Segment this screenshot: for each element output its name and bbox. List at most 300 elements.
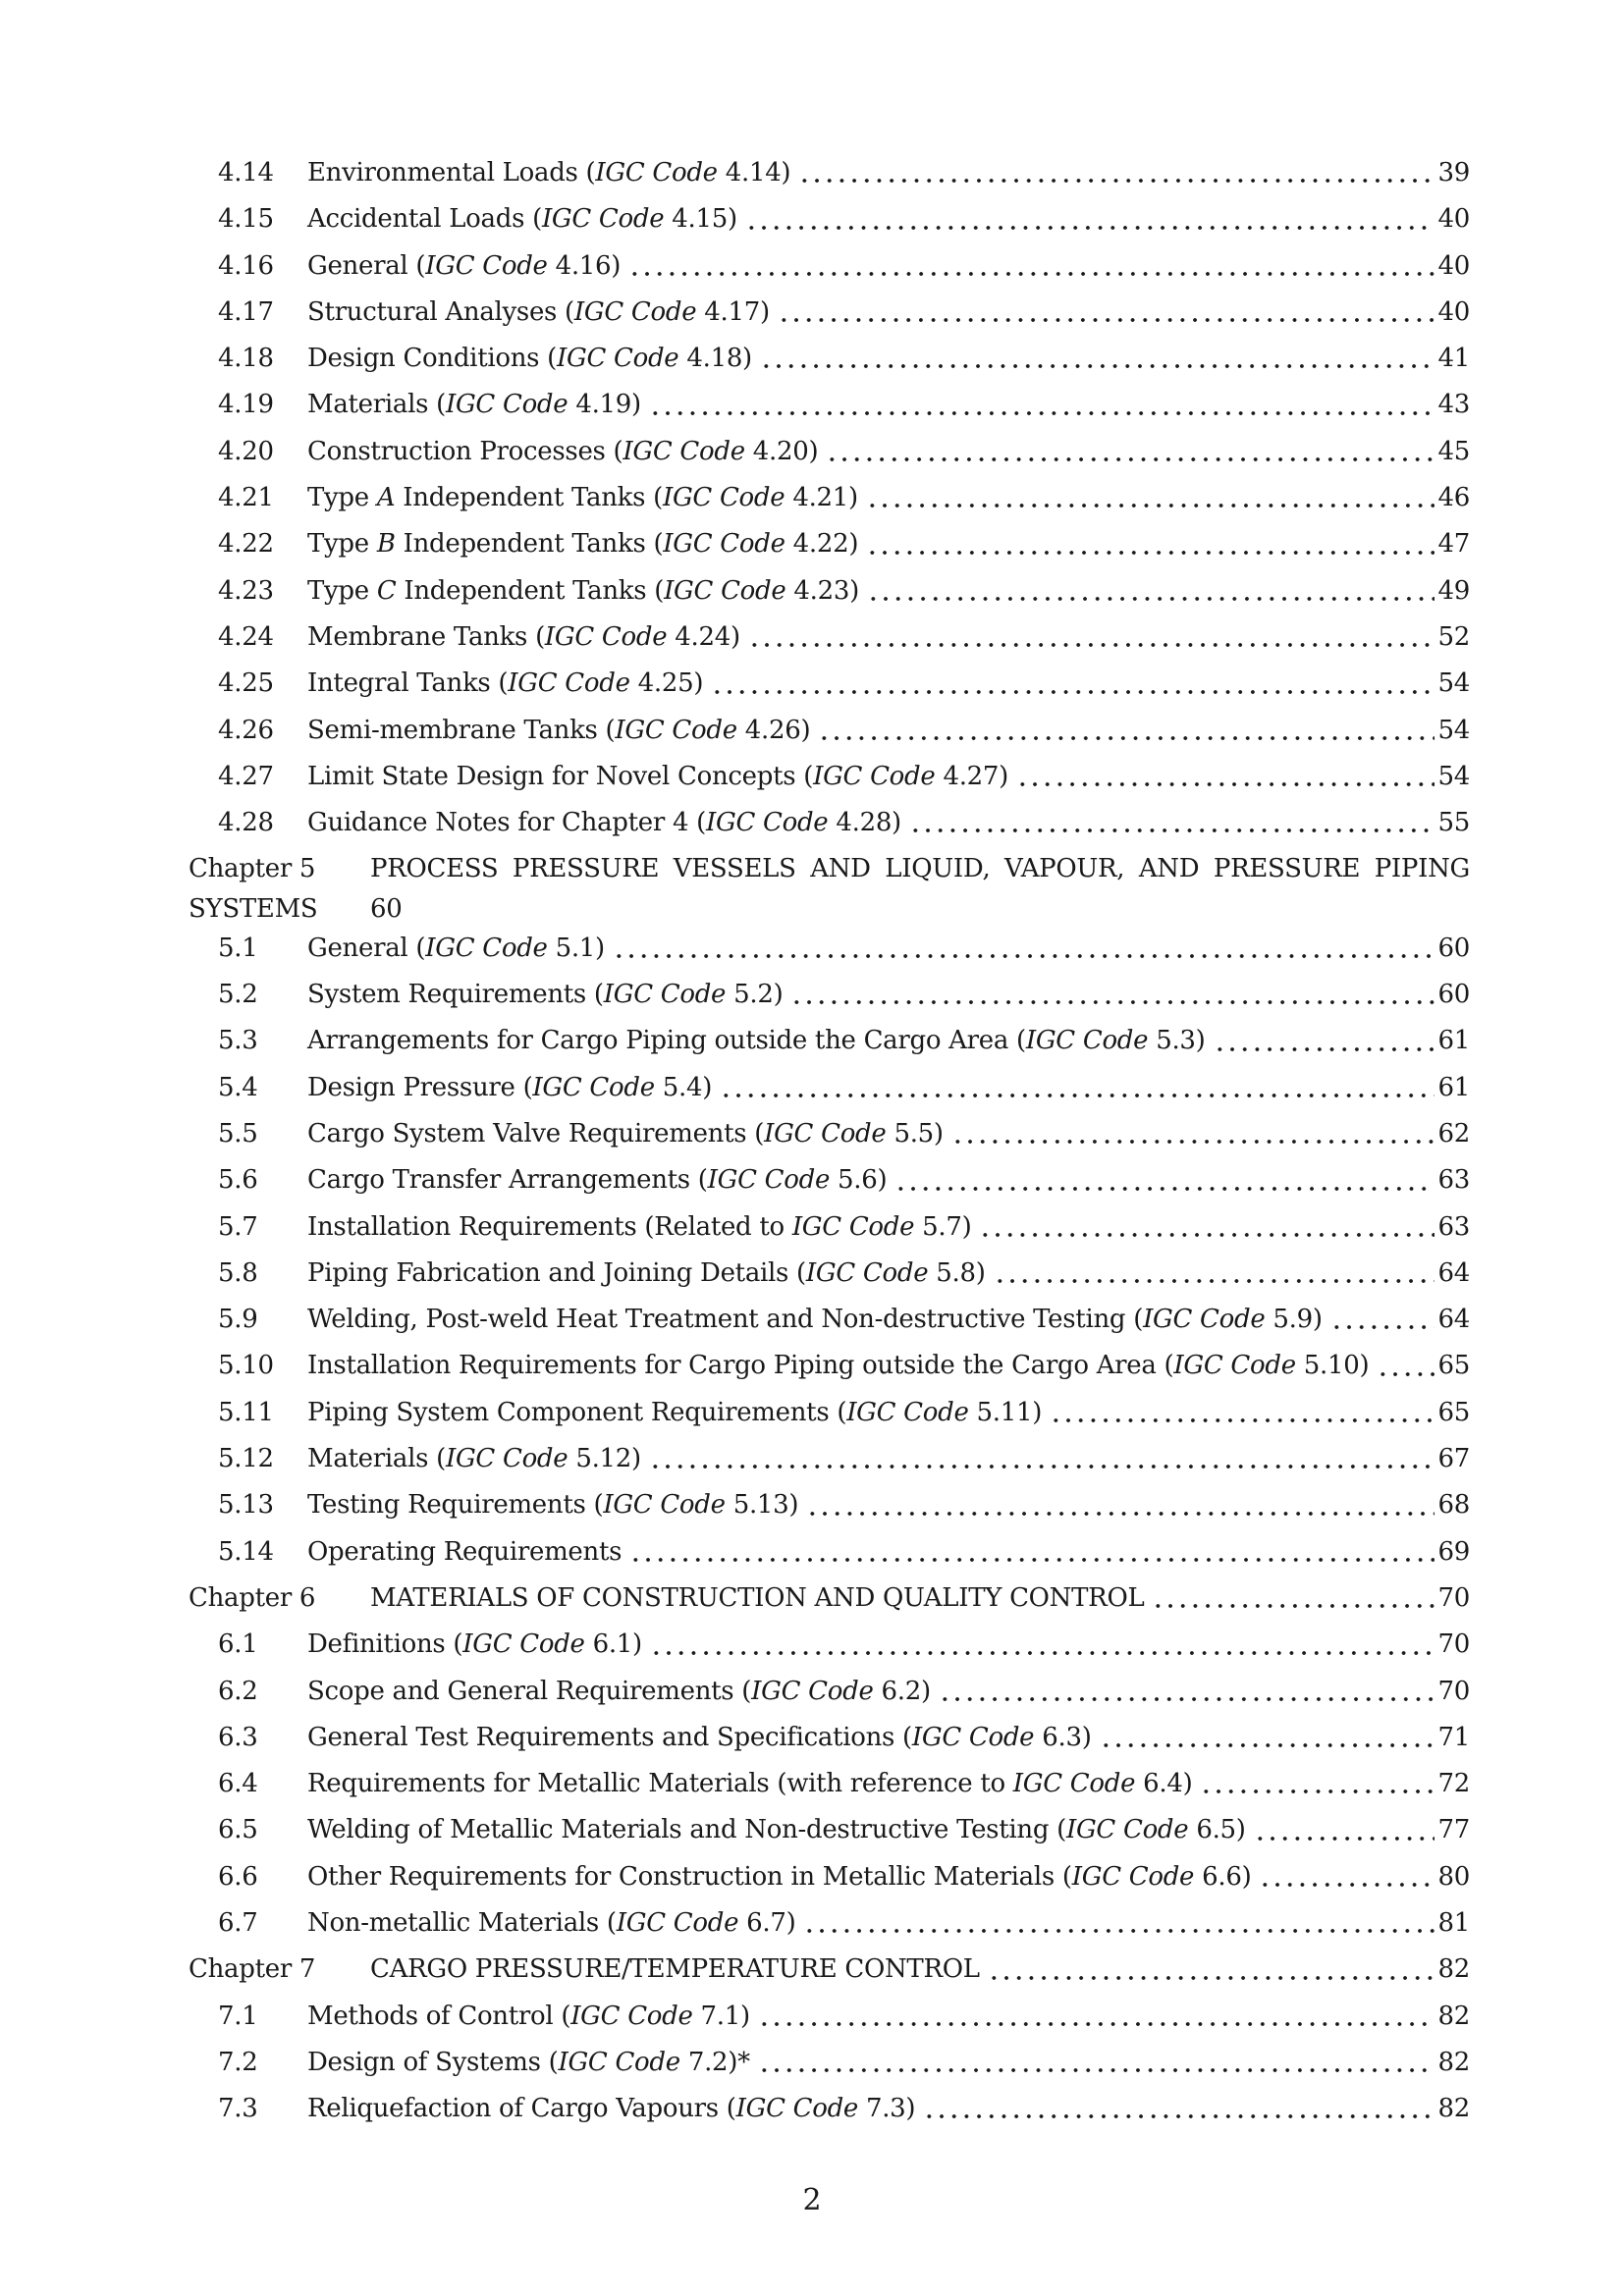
toc-entry-page-number: 70	[1437, 1629, 1470, 1660]
toc-entry	[189, 1807, 1470, 1853]
title-text: 5.12)	[568, 1444, 641, 1474]
igc-code-italic-text: IGC Code	[1143, 1305, 1266, 1335]
igc-code-italic-text: IGC Code	[603, 980, 727, 1010]
igc-code-italic-text: IGC Code	[1025, 1026, 1149, 1056]
toc-entry-title	[307, 1854, 1251, 1900]
toc-chapter-entry	[189, 1575, 1470, 1622]
title-text: Semi-membrane Tanks (	[307, 715, 616, 745]
dot-leader	[1254, 1807, 1435, 1853]
igc-code-italic-text: IGC Code	[813, 761, 936, 791]
igc-code-italic-text: IGC Code	[445, 1444, 568, 1474]
title-text: 4.25)	[629, 668, 704, 699]
toc-entry-title	[307, 1669, 931, 1715]
dot-leader	[760, 336, 1435, 382]
title-text: Guidance Notes for Chapter 4 (	[307, 808, 707, 838]
dot-leader	[1377, 1343, 1435, 1389]
title-text: Type	[307, 483, 377, 513]
toc-entry-title	[307, 1390, 1042, 1436]
title-text: Other Requirements for Construction in Metallic Materials (	[307, 1861, 1072, 1892]
toc-entry-page-number: 82	[1437, 2001, 1470, 2031]
title-text: Cargo Transfer Arrangements (	[307, 1165, 708, 1196]
toc-entry-page-number: 49	[1437, 575, 1470, 606]
dot-leader	[803, 1900, 1435, 1947]
toc-entry	[189, 1251, 1470, 1297]
igc-code-italic-text: IGC Code	[595, 158, 718, 187]
title-text: 7.2)*	[679, 2047, 750, 2077]
title-text: Cargo System Valve Requirements (	[307, 1118, 765, 1148]
toc-entry-number: 5.13	[218, 1490, 274, 1521]
title-text: CARGO PRESSURE/TEMPERATURE CONTROL	[370, 1954, 980, 1985]
toc-entry-page-number: 67	[1437, 1444, 1470, 1474]
dot-leader	[1259, 1854, 1435, 1900]
toc-entry-page-number: 63	[1437, 1211, 1470, 1242]
toc-entry-title	[307, 1529, 622, 1575]
toc-entry	[189, 382, 1470, 428]
title-text: Type	[307, 529, 377, 560]
toc-entry-number: 4.26	[218, 715, 274, 745]
title-text: Construction Processes (	[307, 436, 623, 466]
dot-leader	[745, 196, 1435, 242]
dot-leader	[650, 1622, 1435, 1668]
toc-entry	[189, 754, 1470, 800]
igc-code-italic-text: IGC Code	[1012, 1769, 1136, 1799]
title-text: Piping Fabrication and Joining Details (	[307, 1257, 806, 1288]
title-text: 7.3)	[858, 2094, 916, 2124]
toc-entry-title	[307, 708, 810, 754]
toc-entry	[189, 661, 1470, 707]
toc-entry	[189, 1436, 1470, 1482]
title-text: 4.18)	[678, 344, 752, 374]
dot-leader	[711, 661, 1435, 707]
igc-code-italic-text: IGC Code	[570, 2001, 693, 2031]
dot-leader	[909, 800, 1435, 846]
igc-code-italic-text: A	[376, 483, 396, 513]
toc-entry-number: 5.10	[218, 1351, 274, 1381]
igc-code-italic-text: IGC Code	[706, 808, 829, 838]
toc-entry-number: 4.18	[218, 344, 274, 374]
toc-entry-number: 7.1	[218, 2001, 258, 2031]
igc-code-italic-text: IGC Code	[1065, 1815, 1189, 1845]
toc-entry-number: 4.17	[218, 296, 274, 327]
igc-code-italic-text: IGC Code	[911, 1722, 1035, 1752]
title-text: Environmental Loads (	[307, 158, 596, 187]
title-text: Methods of Control (	[307, 2001, 571, 2031]
title-text: Requirements for Metallic Materials (with reference to	[307, 1769, 1013, 1799]
toc-entry-number: 4.14	[218, 158, 274, 187]
dot-leader	[866, 475, 1435, 521]
title-text: 5.7)	[914, 1211, 972, 1242]
title-text: Arrangements for Cargo Piping outside the Cargo Area (	[307, 1026, 1026, 1056]
toc-entry-page-number: 55	[1437, 808, 1470, 838]
title-text: 4.15)	[664, 204, 737, 235]
igc-code-italic-text: C	[376, 575, 397, 606]
toc-entry	[189, 1018, 1470, 1064]
toc-entry	[189, 1715, 1470, 1761]
toc-entry-page-number: 54	[1437, 668, 1470, 699]
title-text: Materials (	[307, 1444, 446, 1474]
dot-leader	[758, 1994, 1435, 2040]
dot-leader	[806, 1482, 1435, 1528]
toc-entry	[189, 1900, 1470, 1947]
title-text: Independent Tanks (	[396, 575, 665, 606]
title-text: General Test Requirements and Specifications (	[307, 1722, 912, 1752]
toc-entry-number: 4.15	[218, 204, 274, 235]
toc-entry-number: 4.28	[218, 808, 274, 838]
title-text: Type	[307, 575, 377, 606]
title-text: 5.11)	[968, 1397, 1043, 1427]
toc-entry-page-number: 70	[1437, 1582, 1470, 1613]
dot-leader	[951, 1111, 1435, 1157]
toc-entry-page-number: 69	[1437, 1536, 1470, 1567]
title-text: 6.7)	[738, 1907, 796, 1938]
title-text: 4.20)	[744, 436, 819, 466]
dot-leader	[826, 429, 1435, 475]
title-text: 5.1)	[547, 933, 605, 963]
title-text: Design Conditions (	[307, 344, 558, 374]
toc-entry	[189, 290, 1470, 336]
toc-entry-title	[307, 1018, 1206, 1064]
igc-code-italic-text: IGC Code	[462, 1629, 585, 1660]
toc-entry-title	[307, 521, 858, 567]
title-text: 4.23)	[785, 575, 859, 606]
dot-leader	[894, 1157, 1435, 1203]
toc-entry-title	[307, 475, 858, 521]
dot-leader	[979, 1204, 1435, 1251]
toc-entry	[189, 1622, 1470, 1668]
toc-entry-title	[307, 1622, 642, 1668]
title-text: 5.9)	[1265, 1305, 1323, 1335]
title-text: 6.6)	[1194, 1861, 1252, 1892]
igc-code-italic-text: IGC Code	[664, 575, 786, 606]
title-text: Welding, Post-weld Heat Treatment and Non-destructive Testing (	[307, 1305, 1144, 1335]
toc-entry-page-number: 40	[1437, 296, 1470, 327]
toc-entry-page-number: 60	[1437, 933, 1470, 963]
toc-entry-title	[307, 336, 752, 382]
dot-leader	[790, 972, 1435, 1018]
title-text: 5.5)	[886, 1118, 944, 1148]
title-text: Membrane Tanks (	[307, 621, 545, 652]
title-text: Independent Tanks (	[395, 483, 663, 513]
title-text: System Requirements (	[307, 980, 604, 1010]
toc-entry	[189, 1761, 1470, 1807]
igc-code-italic-text: B	[376, 529, 396, 560]
toc-entry-number: 5.1	[218, 933, 258, 963]
toc-chapter-entry	[189, 1947, 1470, 1993]
title-text: 4.14)	[717, 158, 791, 187]
toc-entry-title	[307, 614, 740, 661]
toc-entry-number: 6.5	[218, 1815, 258, 1845]
toc-entry-page-number: 82	[1437, 2047, 1470, 2077]
dot-leader	[1016, 754, 1435, 800]
title-text: Operating Requirements	[307, 1536, 623, 1567]
toc-entry	[189, 1854, 1470, 1900]
toc-entry	[189, 1157, 1470, 1203]
toc-entry-title	[307, 243, 621, 290]
toc-entry	[189, 429, 1470, 475]
toc-entry-page-number: 82	[1437, 1954, 1470, 1985]
igc-code-italic-text: IGC Code	[1071, 1861, 1195, 1892]
toc-entry-page-number: 72	[1437, 1769, 1470, 1799]
toc-entry-number: 5.8	[218, 1257, 258, 1288]
title-text: MATERIALS OF CONSTRUCTION AND QUALITY CONTROL	[370, 1582, 1145, 1613]
toc-entry	[189, 1529, 1470, 1575]
dot-leader	[1152, 1575, 1435, 1622]
dot-leader	[613, 926, 1435, 972]
toc-entry	[189, 1482, 1470, 1528]
dot-leader	[758, 2040, 1435, 2086]
toc-entry	[189, 1111, 1470, 1157]
toc-entry	[189, 1204, 1470, 1251]
toc-entry-number: 5.7	[218, 1211, 258, 1242]
igc-code-italic-text: IGC Code	[663, 529, 785, 560]
title-text: Installation Requirements for Cargo Piping outside the Cargo Area (	[307, 1351, 1174, 1381]
toc	[189, 150, 1470, 2132]
toc-entry-title	[307, 1715, 1092, 1761]
toc-entry-title	[307, 1157, 887, 1203]
igc-code-italic-text: IGC Code	[751, 1676, 874, 1706]
toc-chapter-title	[370, 1575, 1144, 1622]
toc-entry-number: 5.4	[218, 1072, 258, 1102]
title-text: 4.17)	[696, 296, 770, 327]
toc-entry-title	[307, 926, 605, 972]
title-text: Materials (	[307, 390, 446, 420]
title-text: 6.5)	[1188, 1815, 1246, 1845]
igc-code-italic-text: IGC Code	[544, 621, 668, 652]
igc-code-italic-text: IGC Code	[616, 1907, 739, 1938]
toc-entry-number: 4.25	[218, 668, 274, 699]
toc-entry-number: 4.22	[218, 529, 274, 560]
toc-entry-number: 5.9	[218, 1305, 258, 1335]
toc-entry-page-number: 63	[1437, 1165, 1470, 1196]
toc-entry	[189, 1297, 1470, 1343]
toc-entry-page-number: 65	[1437, 1351, 1470, 1381]
page-number-footer: 2	[802, 2183, 822, 2217]
title-text: Limit State Design for Novel Concepts (	[307, 761, 814, 791]
title-text: 5.10)	[1295, 1351, 1370, 1381]
toc-entry-title	[307, 1436, 641, 1482]
igc-code-italic-text: IGC Code	[425, 250, 548, 281]
toc-chapter-title-continued: SYSTEMS	[189, 893, 318, 924]
toc-entry	[189, 800, 1470, 846]
toc-entry-page-number: 62	[1437, 1118, 1470, 1148]
title-text: 5.8)	[928, 1257, 986, 1288]
toc-entry	[189, 2040, 1470, 2086]
dot-leader	[866, 521, 1435, 567]
toc-entry	[189, 2086, 1470, 2132]
toc-entry-page-number: 80	[1437, 1861, 1470, 1892]
dot-leader	[748, 614, 1435, 661]
toc-entry-number: 6.4	[218, 1769, 258, 1799]
toc-entry-title	[307, 2040, 750, 2086]
dot-leader	[720, 1065, 1435, 1111]
toc-entry-page-number: 64	[1437, 1305, 1470, 1335]
title-text: General (	[307, 250, 426, 281]
toc-entry-page-number: 40	[1437, 250, 1470, 281]
dot-leader	[628, 243, 1435, 290]
igc-code-italic-text: IGC Code	[425, 933, 548, 963]
toc-chapter-label: Chapter 6	[189, 1582, 316, 1613]
toc-entry-page-number: 60	[1437, 980, 1470, 1010]
toc-entry	[189, 1994, 1470, 2040]
toc-entry-number: 4.19	[218, 390, 274, 420]
toc-entry-title	[307, 1900, 795, 1947]
toc-entry-number: 6.1	[218, 1629, 258, 1660]
toc-entry-number: 5.12	[218, 1444, 274, 1474]
igc-code-italic-text: IGC Code	[623, 436, 745, 466]
toc-entry-number: 7.3	[218, 2094, 258, 2124]
toc-entry	[189, 1390, 1470, 1436]
igc-code-italic-text: IGC Code	[603, 1490, 726, 1521]
toc-entry	[189, 243, 1470, 290]
toc-entry-page-number: 45	[1437, 436, 1470, 466]
toc-chapter-entry	[189, 846, 1470, 892]
title-text: Reliquefaction of Cargo Vapours (	[307, 2094, 736, 2124]
toc-entry-number: 6.7	[218, 1907, 258, 1938]
toc-entry-page-number: 46	[1437, 483, 1470, 513]
toc-entry-title	[307, 1807, 1246, 1853]
toc-entry-title	[307, 568, 859, 614]
toc-entry-number: 4.20	[218, 436, 274, 466]
toc-entry-title	[307, 1761, 1192, 1807]
title-text: 5.6)	[830, 1165, 888, 1196]
toc-entry	[189, 708, 1470, 754]
dot-leader	[649, 382, 1435, 428]
title-text: 4.16)	[547, 250, 622, 281]
title-text: 6.2)	[873, 1676, 931, 1706]
toc-entry-number: 6.6	[218, 1861, 258, 1892]
igc-code-italic-text: IGC Code	[557, 344, 679, 374]
toc-entry-page-number: 77	[1437, 1815, 1470, 1845]
igc-code-italic-text: IGC Code	[764, 1118, 887, 1148]
title-text: 5.13)	[725, 1490, 799, 1521]
toc-entry-title	[307, 429, 818, 475]
title-text: Structural Analyses (	[307, 296, 574, 327]
toc-entry	[189, 150, 1470, 196]
title-text: Welding of Metallic Materials and Non-destructive Testing (	[307, 1815, 1066, 1845]
toc-entry-page-number: 68	[1437, 1490, 1470, 1521]
toc-entry-page-number: 41	[1437, 344, 1470, 374]
toc-entry-number: 5.2	[218, 980, 258, 1010]
toc-entry-title	[307, 2086, 915, 2132]
toc-entry-title	[307, 1297, 1323, 1343]
title-text: 6.4)	[1135, 1769, 1193, 1799]
title-text: 4.19)	[568, 390, 641, 420]
igc-code-italic-text: IGC Code	[508, 668, 630, 699]
toc-entry-number: 7.2	[218, 2047, 258, 2077]
toc-entry-title	[307, 150, 790, 196]
title-text: 4.27)	[935, 761, 1008, 791]
toc-entry-number: 4.24	[218, 621, 274, 652]
toc-entry-page-number: 40	[1437, 204, 1470, 235]
toc-entry	[189, 336, 1470, 382]
toc-entry-number: 6.2	[218, 1676, 258, 1706]
toc-entry	[189, 972, 1470, 1018]
toc-entry-title	[307, 1065, 712, 1111]
title-text: Design Pressure (	[307, 1072, 533, 1102]
title-text: 5.3)	[1148, 1026, 1206, 1056]
toc-entry-title	[307, 196, 737, 242]
dot-leader	[1330, 1297, 1435, 1343]
toc-entry-page-number: 71	[1437, 1722, 1470, 1752]
igc-code-italic-text: IGC Code	[445, 390, 568, 420]
toc-entry-title	[307, 972, 783, 1018]
title-text: 4.24)	[667, 621, 740, 652]
toc-entry-page-number: 54	[1437, 761, 1470, 791]
toc-entry	[189, 614, 1470, 661]
toc-entry-page-number: 61	[1437, 1026, 1470, 1056]
igc-code-italic-text: IGC Code	[707, 1165, 831, 1196]
toc-entry-number: 4.27	[218, 761, 274, 791]
dot-leader	[994, 1251, 1435, 1297]
toc-entry-page-number: 61	[1437, 1072, 1470, 1102]
title-text: General (	[307, 933, 426, 963]
title-text: Integral Tanks (	[307, 668, 509, 699]
toc-entry-number: 5.5	[218, 1118, 258, 1148]
title-text: Independent Tanks (	[395, 529, 664, 560]
toc-entry-page-number: 64	[1437, 1257, 1470, 1288]
toc-entry-number: 5.6	[218, 1165, 258, 1196]
toc-chapter-label: Chapter 7	[189, 1954, 316, 1985]
dot-leader	[649, 1436, 1435, 1482]
dot-leader	[1100, 1715, 1435, 1761]
toc-chapter-entry-continuation	[189, 893, 1470, 926]
toc-entry-page-number: 43	[1437, 390, 1470, 420]
title-text: Installation Requirements (Related to	[307, 1211, 792, 1242]
dot-leader	[939, 1669, 1435, 1715]
igc-code-italic-text: IGC Code	[791, 1211, 915, 1242]
toc-chapter-title	[370, 1947, 980, 1993]
toc-entry-number: 5.11	[218, 1397, 274, 1427]
toc-entry-page-number: 81	[1437, 1907, 1470, 1938]
toc-chapter-title: PROCESS PRESSURE VESSELS AND LIQUID, VAPOUR, AND PRESSURE PIPING	[370, 854, 1470, 884]
igc-code-italic-text: IGC Code	[662, 483, 785, 513]
igc-code-italic-text: IGC Code	[532, 1072, 655, 1102]
toc-entry-number: 5.3	[218, 1026, 258, 1056]
toc-entry-page-number: 54	[1437, 715, 1470, 745]
title-text: 4.26)	[736, 715, 811, 745]
title-text: Accidental Loads (	[307, 204, 542, 235]
title-text: 5.2)	[726, 980, 784, 1010]
dot-leader	[1214, 1018, 1435, 1064]
title-text: 6.3)	[1034, 1722, 1092, 1752]
toc-entry-page-number: 52	[1437, 621, 1470, 652]
title-text: 7.1)	[692, 2001, 750, 2031]
dot-leader	[818, 708, 1435, 754]
dot-leader	[923, 2086, 1435, 2132]
toc-entry-title	[307, 290, 770, 336]
title-text: Non-metallic Materials (	[307, 1907, 617, 1938]
toc-chapter-label: Chapter 5	[189, 854, 316, 884]
toc-entry	[189, 1065, 1470, 1111]
title-text: 4.22)	[785, 529, 859, 560]
title-text: Testing Requirements (	[307, 1490, 604, 1521]
dot-leader	[798, 150, 1435, 196]
toc-entry-title	[307, 1251, 986, 1297]
igc-code-italic-text: IGC Code	[735, 2094, 859, 2124]
igc-code-italic-text: IGC Code	[558, 2047, 680, 2077]
toc-entry-title	[307, 1111, 944, 1157]
toc-entry-number: 4.21	[218, 483, 274, 513]
igc-code-italic-text: IGC Code	[805, 1257, 929, 1288]
toc-entry	[189, 926, 1470, 972]
toc-entry	[189, 521, 1470, 567]
toc-entry	[189, 196, 1470, 242]
toc-entry-title	[307, 382, 641, 428]
toc-entry-title	[307, 1994, 750, 2040]
igc-code-italic-text: IGC Code	[846, 1397, 969, 1427]
toc-entry-page-number: 47	[1437, 529, 1470, 560]
toc-entry-number: 4.23	[218, 575, 274, 606]
